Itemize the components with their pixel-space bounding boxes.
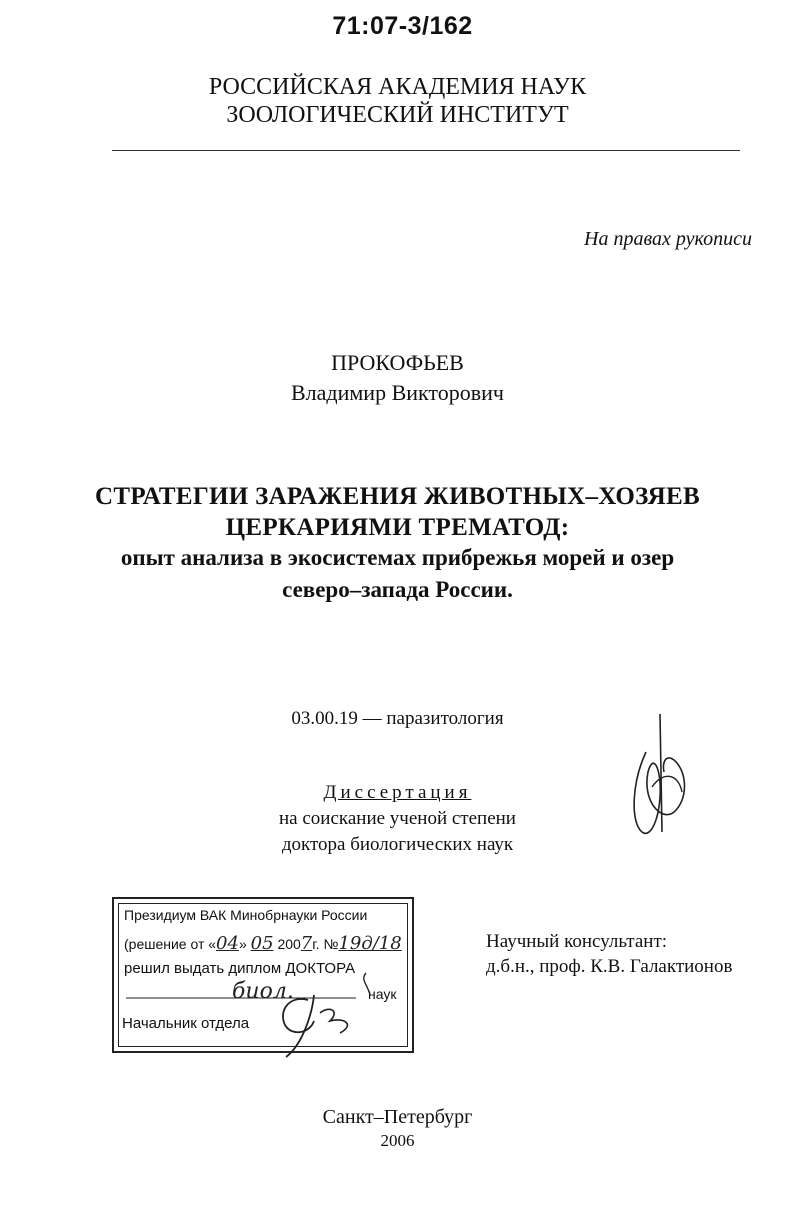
author-surname: ПРОКОФЬЕВ xyxy=(331,350,464,375)
stamp-line-3: решил выдать диплом ДОКТОРА xyxy=(124,960,356,977)
year: 2006 xyxy=(380,1131,415,1150)
specialty: 03.00.19 — паразитология xyxy=(291,708,504,729)
stamp-day-close: » xyxy=(238,936,247,952)
organization-line-2: ЗООЛОГИЧЕСКИЙ ИНСТИТУТ xyxy=(226,102,569,128)
header-divider xyxy=(112,150,740,151)
title-line-1: СТРАТЕГИИ ЗАРАЖЕНИЯ ЖИВОТНЫХ–ХОЗЯЕВ xyxy=(95,483,700,510)
degree-line-2: доктора биологических наук xyxy=(281,834,514,855)
stamp-field-hand: биол. xyxy=(232,979,294,1004)
organization-line-1: РОССИЙСКАЯ АКАДЕМИЯ НАУК xyxy=(208,74,587,100)
stamp-line-4-suffix: наук xyxy=(368,986,397,1002)
title-line-2: ЦЕРКАРИЯМИ ТРЕМАТОД: xyxy=(225,514,570,541)
consultant-name: д.б.н., проф. К.В. Галактионов xyxy=(486,956,733,977)
catalog-number: 71:07-3/162 xyxy=(332,12,473,40)
degree-line-1: на соискание ученой степени xyxy=(279,808,516,829)
dissertation-label: Диссертация xyxy=(323,782,472,803)
stamp-year-prefix: 200 xyxy=(277,936,301,952)
stamp-number-label: г. № xyxy=(312,936,339,952)
stamp-line-2 xyxy=(124,933,402,954)
city: Санкт–Петербург xyxy=(322,1106,473,1128)
subtitle-line-2: северо–запада России. xyxy=(282,577,513,602)
author-given-names: Владимир Викторович xyxy=(291,380,504,405)
stamp-year-digit: 7 xyxy=(300,933,313,954)
rights-note: На правах рукописи xyxy=(584,228,752,250)
stamp-line-1: Президиум ВАК Минобрнауки России xyxy=(124,907,368,923)
stamp-number: 19д/18 xyxy=(338,933,402,954)
stamp-day: 04 xyxy=(216,933,239,954)
stamp-month: 05 xyxy=(250,933,274,954)
stamp-line-5: Начальник отдела xyxy=(122,1015,250,1032)
author-signature-icon xyxy=(622,712,702,842)
stamp-decision-prefix: (решение от « xyxy=(124,936,217,952)
consultant-label: Научный консультант: xyxy=(486,931,668,952)
subtitle-line-1: опыт анализа в экосистемах прибрежья морей и озер xyxy=(120,545,675,570)
stamp-signature-icon xyxy=(190,955,390,1065)
